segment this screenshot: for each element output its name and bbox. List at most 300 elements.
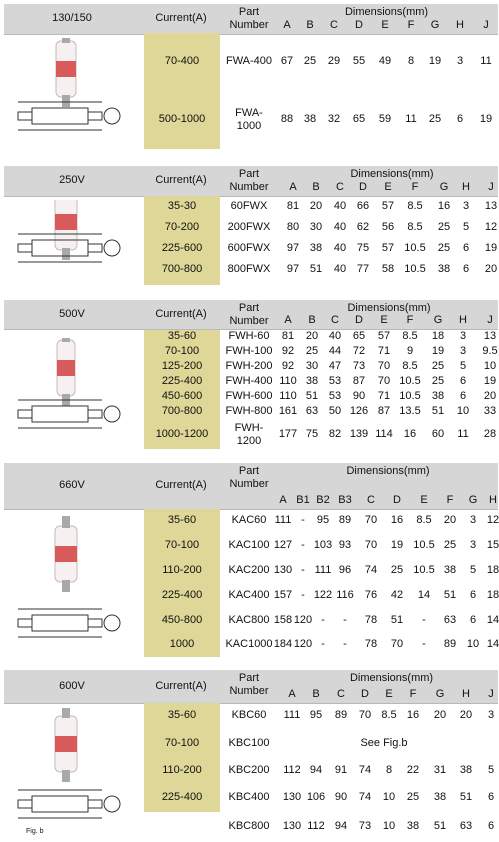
dim-column-header: G <box>430 19 440 31</box>
dimension-value: 111 <box>283 709 301 721</box>
dimension-value: 111 <box>314 563 332 576</box>
dim-column-header: D <box>359 181 367 193</box>
dimensions-header: Dimensions(mm) <box>344 6 429 18</box>
dimension-value: 14 <box>417 589 431 601</box>
current-value: 35-60 <box>167 514 197 526</box>
dimension-value: 95 <box>309 709 323 721</box>
fig-label: Fig. b <box>26 828 44 835</box>
dimension-value: 8.5 <box>407 220 423 233</box>
dim-column-header: B <box>308 314 316 326</box>
dimension-value: 73 <box>352 360 366 372</box>
dimension-value: 19 <box>431 345 445 357</box>
dimension-value: 122 <box>313 589 333 601</box>
dimension-value: 97 <box>286 262 300 275</box>
dimension-value: 8.5 <box>402 330 418 342</box>
table-header <box>4 463 498 510</box>
dimension-value: 14 <box>486 638 499 650</box>
dimension-value: 90 <box>334 791 348 803</box>
dim-column-header: B <box>312 181 320 193</box>
voltage-label: 600V <box>59 680 85 692</box>
dimension-value: 6 <box>469 614 477 626</box>
dimension-value: 38 <box>459 764 473 776</box>
dimension-value: 11 <box>405 113 417 125</box>
dim-column-header: B2 <box>316 494 330 506</box>
part-number: 800FWX <box>227 262 271 275</box>
dimension-value: 130 <box>282 791 302 803</box>
fuse-photo <box>55 200 77 260</box>
dimension-value: 80 <box>286 220 300 233</box>
current-value: 450-800 <box>161 614 203 626</box>
dimension-value: 3 <box>487 709 495 721</box>
dimension-value: 20 <box>483 390 497 402</box>
dimension-value: 116 <box>336 589 354 601</box>
fuse-photo <box>56 38 76 107</box>
dimension-value: 31 <box>433 764 447 776</box>
dimension-value: 18 <box>486 589 499 601</box>
dim-column-header: F <box>446 494 454 506</box>
dimension-value: - <box>422 614 426 626</box>
dimension-value: 42 <box>390 589 404 601</box>
current-value: 35-60 <box>167 709 197 721</box>
part-number: FWH-100 <box>225 345 273 357</box>
dimension-value: 91 <box>334 764 348 776</box>
dim-column-header: J <box>483 19 489 31</box>
dimension-value: 59 <box>378 113 392 125</box>
part-number: KBC200 <box>228 764 270 776</box>
dimension-value: 3 <box>456 55 464 67</box>
dimension-value: 10 <box>466 638 480 650</box>
current-value: 70-200 <box>164 220 200 233</box>
dimension-value: 184 <box>273 638 293 650</box>
dimension-value: 161 <box>278 405 298 417</box>
dim-column-header: J <box>488 688 494 700</box>
dimension-value: 67 <box>280 55 294 67</box>
dimension-value: 10.5 <box>399 375 421 387</box>
dimension-value: 110 <box>279 375 297 387</box>
dimension-value: 29 <box>327 55 341 67</box>
dim-column-header: H <box>459 314 467 326</box>
dimension-value: 90 <box>352 390 366 402</box>
dimension-value: 10 <box>382 820 396 832</box>
dimension-value: 25 <box>428 113 442 125</box>
dimension-value: 63 <box>443 614 457 626</box>
dimension-value: 3 <box>469 514 477 526</box>
dim-column-header: G <box>435 688 445 700</box>
dimension-value: 49 <box>378 55 392 67</box>
current-value: 70-100 <box>164 538 200 551</box>
see-fig-note: See Fig.b <box>360 736 408 749</box>
dimension-value: 13 <box>483 330 497 342</box>
dimension-value: 6 <box>462 262 470 275</box>
dimension-value: 16 <box>403 427 417 440</box>
part-number: KAC800 <box>228 614 270 626</box>
dimension-value: 10.5 <box>413 538 435 551</box>
dimension-value: 25 <box>437 241 451 254</box>
dimension-value: 76 <box>364 589 378 601</box>
dimension-value: 10 <box>456 405 470 417</box>
dimension-value: 10.5 <box>404 241 426 254</box>
dimension-value: 25 <box>437 220 451 233</box>
dimension-value: 57 <box>381 241 395 254</box>
dimension-value: 87 <box>377 405 391 417</box>
dim-column-header: B1 <box>296 494 310 506</box>
dimension-value: 95 <box>316 514 330 526</box>
dimension-value: 70 <box>364 514 378 526</box>
fuse-photo <box>55 516 77 592</box>
dim-column-header: A <box>289 181 297 193</box>
dimension-value: 16 <box>437 199 451 212</box>
part-number: KAC200 <box>228 563 270 576</box>
current-value: 225-400 <box>161 791 203 803</box>
dimension-value: 71 <box>377 390 391 402</box>
current-value: 35-60 <box>167 330 197 342</box>
dimension-value: 93 <box>338 538 352 551</box>
part-number: FWH-400 <box>225 375 273 387</box>
dimension-value: 103 <box>313 538 333 551</box>
dim-column-header: F <box>411 181 419 193</box>
dimensions-header: Dimensions(mm) <box>347 302 431 314</box>
dim-column-header: F <box>409 688 417 700</box>
dimension-value: 75 <box>305 427 319 440</box>
fuse-table-4 <box>4 670 498 835</box>
dimension-value: 38 <box>303 113 317 125</box>
fuse-illustration <box>14 515 124 658</box>
dimension-value: 40 <box>333 220 347 233</box>
part-number: FWA-400 <box>225 55 273 67</box>
dimension-value: 96 <box>338 563 352 576</box>
dimension-value: 18 <box>431 330 445 342</box>
dimension-value: 78 <box>364 638 378 650</box>
dimension-value: 14 <box>486 614 499 626</box>
dim-column-header: J <box>487 314 493 326</box>
voltage-label: 500V <box>59 308 85 320</box>
dimension-value: 10.5 <box>404 262 426 275</box>
part-header: Part Number <box>229 465 269 490</box>
fuse-dimension-drawing <box>18 790 120 818</box>
part-number: 200FWX <box>227 220 271 233</box>
current-value: 70-100 <box>164 345 200 357</box>
dimension-value: 8.5 <box>381 709 397 721</box>
dimension-value: 20 <box>443 514 457 526</box>
dimension-value: - <box>301 589 305 601</box>
dimension-value: 38 <box>437 262 451 275</box>
dimension-value: - <box>321 614 325 626</box>
dimension-value: 97 <box>286 241 300 254</box>
dim-column-header: D <box>361 688 369 700</box>
dimension-value: 53 <box>328 375 342 387</box>
current-value: 125-200 <box>161 360 203 372</box>
dimension-value: 65 <box>352 113 366 125</box>
dimension-value: 71 <box>377 345 391 357</box>
dimension-value: 9 <box>406 345 414 357</box>
part-number: KAC60 <box>231 514 267 526</box>
current-header: Current(A) <box>155 174 207 186</box>
dimension-value: 19 <box>484 241 498 254</box>
current-value: 450-600 <box>161 390 203 402</box>
dimension-value: 177 <box>278 427 298 440</box>
dimension-value: 28 <box>483 427 497 440</box>
dimension-value: 25 <box>390 563 404 576</box>
dimension-value: 130 <box>273 563 293 576</box>
dimension-value: 25 <box>431 375 445 387</box>
dimension-value: 62 <box>356 220 370 233</box>
dimension-value: 73 <box>358 820 372 832</box>
dimension-value: 10 <box>382 791 396 803</box>
dimension-value: - <box>343 638 347 650</box>
current-value: 225-400 <box>161 589 203 601</box>
dimension-value: 51 <box>431 405 445 417</box>
table-header <box>4 4 498 35</box>
table-header <box>4 166 498 197</box>
dimension-value: 70 <box>364 538 378 551</box>
dimension-value: 89 <box>338 514 352 526</box>
dim-column-header: H <box>456 19 464 31</box>
current-value: 225-600 <box>161 241 203 254</box>
dimension-value: 19 <box>428 55 442 67</box>
dimension-value: 47 <box>328 360 342 372</box>
dimension-value: 63 <box>305 405 319 417</box>
dim-column-header: A <box>284 314 292 326</box>
fuse-illustration <box>14 708 124 839</box>
dimension-value: 126 <box>349 405 369 417</box>
part-number: FWH-60 <box>228 330 270 342</box>
fuse-table-3 <box>4 463 498 657</box>
current-value: 35-30 <box>167 199 197 212</box>
dimension-value: 51 <box>433 820 447 832</box>
dimension-value: 25 <box>431 360 445 372</box>
dimension-value: 6 <box>459 390 467 402</box>
part-header: Part Number <box>229 672 269 697</box>
dim-column-header: F <box>406 314 414 326</box>
fuse-illustration <box>14 200 124 283</box>
dim-column-header: C <box>367 494 375 506</box>
dimension-value: 38 <box>443 563 457 576</box>
dimension-value: 157 <box>273 589 293 601</box>
dimension-value: 20 <box>309 199 323 212</box>
dimension-value: 12 <box>484 220 498 233</box>
dimension-value: 114 <box>375 427 393 440</box>
dim-column-header: A <box>279 494 287 506</box>
dimension-value: 10 <box>483 360 497 372</box>
dimension-value: 158 <box>273 614 293 626</box>
dimension-value: 70 <box>377 375 391 387</box>
dimension-value: 120 <box>293 614 313 626</box>
dimension-value: 38 <box>305 375 319 387</box>
dim-column-header: G <box>439 181 449 193</box>
dimension-value: 8.5 <box>407 199 423 212</box>
dimension-value: 120 <box>293 638 313 650</box>
part-header: Part Number <box>229 302 269 327</box>
dimension-value: 70 <box>390 638 404 650</box>
dimension-value: 22 <box>406 764 420 776</box>
dimension-value: 30 <box>305 360 319 372</box>
dimension-value: 75 <box>356 241 370 254</box>
current-value: 70-100 <box>164 736 200 749</box>
dimension-value: 110 <box>279 390 297 402</box>
dimension-value: - <box>343 614 347 626</box>
current-value: 110-200 <box>162 764 202 776</box>
fuse-illustration <box>14 38 124 151</box>
dimension-value: 40 <box>333 241 347 254</box>
dimension-value: 12 <box>486 514 499 526</box>
dim-column-header: C <box>331 314 339 326</box>
dimension-value: 40 <box>328 330 342 342</box>
dimension-value: 106 <box>306 791 326 803</box>
dim-column-header: D <box>393 494 401 506</box>
dimension-value: 51 <box>309 262 323 275</box>
dimension-value: 25 <box>443 538 457 551</box>
dimension-value: 94 <box>309 764 323 776</box>
voltage-label: 660V <box>59 479 85 491</box>
dimension-value: 19 <box>479 113 493 125</box>
part-number: FWH-200 <box>225 360 273 372</box>
dimension-value: 44 <box>328 345 342 357</box>
dim-column-header: G <box>468 494 478 506</box>
current-header: Current(A) <box>155 308 207 320</box>
part-number: KAC1000 <box>225 638 273 650</box>
dimension-value: 66 <box>356 199 370 212</box>
dim-column-header: E <box>385 688 393 700</box>
fuse-photo <box>55 708 77 782</box>
dim-column-header: A <box>288 688 296 700</box>
dimension-value: 40 <box>333 199 347 212</box>
current-column-shade <box>144 33 220 149</box>
dimension-value: 5 <box>487 764 495 776</box>
dimension-value: 78 <box>364 614 378 626</box>
dimension-value: 81 <box>286 199 300 212</box>
current-header: Current(A) <box>155 479 207 491</box>
dimension-value: 74 <box>358 764 372 776</box>
dimension-value: 74 <box>364 563 378 576</box>
dim-column-header: H <box>462 688 470 700</box>
dimension-value: - <box>301 538 305 551</box>
fuse-dimension-drawing <box>18 609 120 637</box>
dimension-value: 30 <box>309 220 323 233</box>
fuse-table-0 <box>4 4 498 149</box>
dim-column-header: E <box>420 494 428 506</box>
dim-column-header: B <box>312 688 320 700</box>
dimension-value: - <box>301 563 305 576</box>
dimension-value: 9.5 <box>482 345 498 357</box>
dimension-value: 81 <box>281 330 295 342</box>
dimension-value: 5 <box>459 360 467 372</box>
dimension-value: 20 <box>459 709 473 721</box>
part-number: KAC400 <box>228 589 270 601</box>
dimension-value: 5 <box>469 563 477 576</box>
dimension-value: - <box>321 638 325 650</box>
part-number: 600FWX <box>227 241 271 254</box>
part-number: FWA-1000 <box>235 107 263 132</box>
dim-column-header: E <box>380 314 388 326</box>
current-value: 225-400 <box>161 375 203 387</box>
dimension-value: 13.5 <box>399 405 421 417</box>
part-number: 60FWX <box>230 199 268 212</box>
dimension-value: 70 <box>358 709 372 721</box>
part-number: FWH-1200 <box>234 421 264 447</box>
dimension-value: 89 <box>443 638 457 650</box>
dimension-value: 72 <box>352 345 366 357</box>
dimension-value: 3 <box>469 538 477 551</box>
dim-column-header: F <box>407 19 415 31</box>
dim-column-header: E <box>381 19 389 31</box>
dimension-value: 13 <box>484 199 498 212</box>
part-number: KBC800 <box>228 820 270 832</box>
dimension-value: 65 <box>352 330 366 342</box>
current-value: 500-1000 <box>158 113 206 125</box>
part-header: Part Number <box>229 6 269 31</box>
fuse-illustration <box>14 338 124 449</box>
dimension-value: 19 <box>390 538 404 551</box>
dimension-value: 130 <box>282 820 302 832</box>
dimension-value: 60 <box>431 427 445 440</box>
dimension-value: 112 <box>283 764 301 776</box>
dimension-value: 88 <box>280 113 294 125</box>
dimension-value: 6 <box>459 375 467 387</box>
dimension-value: 57 <box>381 199 395 212</box>
current-value: 1000 <box>169 638 195 650</box>
dimension-value: 25 <box>305 345 319 357</box>
current-value: 70-400 <box>164 55 200 67</box>
dimension-value: 63 <box>459 820 473 832</box>
dimension-value: 94 <box>334 820 348 832</box>
dim-column-header: C <box>336 181 344 193</box>
dimension-value: 8.5 <box>416 514 432 526</box>
current-header: Current(A) <box>155 680 207 692</box>
dimension-value: 8 <box>407 55 415 67</box>
dimension-value: 11 <box>457 427 469 440</box>
dimension-value: 3 <box>462 199 470 212</box>
dimension-value: 51 <box>305 390 319 402</box>
dim-column-header: H <box>462 181 470 193</box>
dimension-value: 15 <box>486 538 499 551</box>
fuse-table-2 <box>4 300 498 449</box>
part-number: KBC60 <box>231 709 267 721</box>
dimension-value: 50 <box>328 405 342 417</box>
dim-column-header: E <box>384 181 392 193</box>
dimension-value: 25 <box>406 791 420 803</box>
dimension-value: 111 <box>274 514 292 526</box>
part-number: KBC400 <box>228 791 270 803</box>
dim-column-header: B <box>306 19 314 31</box>
dim-column-header: C <box>330 19 338 31</box>
dimension-value: 38 <box>309 241 323 254</box>
dimension-value: 70 <box>377 360 391 372</box>
dimension-value: 38 <box>431 390 445 402</box>
voltage-label: 250V <box>59 174 85 186</box>
part-number: FWH-600 <box>225 390 273 402</box>
dimension-value: 38 <box>406 820 420 832</box>
dimension-value: 38 <box>433 791 447 803</box>
dimensions-header: Dimensions(mm) <box>350 168 434 180</box>
dimension-value: 6 <box>469 589 477 601</box>
dimension-value: - <box>301 514 305 526</box>
voltage-label: 130/150 <box>52 12 92 24</box>
dimension-value: 6 <box>456 113 464 125</box>
current-value: 110-200 <box>162 563 202 576</box>
table-header <box>4 670 498 704</box>
dimension-value: - <box>422 638 426 650</box>
current-value: 1000-1200 <box>155 427 209 440</box>
dimension-value: 5 <box>462 220 470 233</box>
dimension-value: 3 <box>459 345 467 357</box>
dimension-value: 56 <box>381 220 395 233</box>
dim-column-header: H <box>489 494 497 506</box>
dimension-value: 51 <box>459 791 473 803</box>
dimension-value: 16 <box>390 514 404 526</box>
dimension-value: 51 <box>443 589 457 601</box>
dimension-value: 89 <box>334 709 348 721</box>
dimension-value: 87 <box>352 375 366 387</box>
